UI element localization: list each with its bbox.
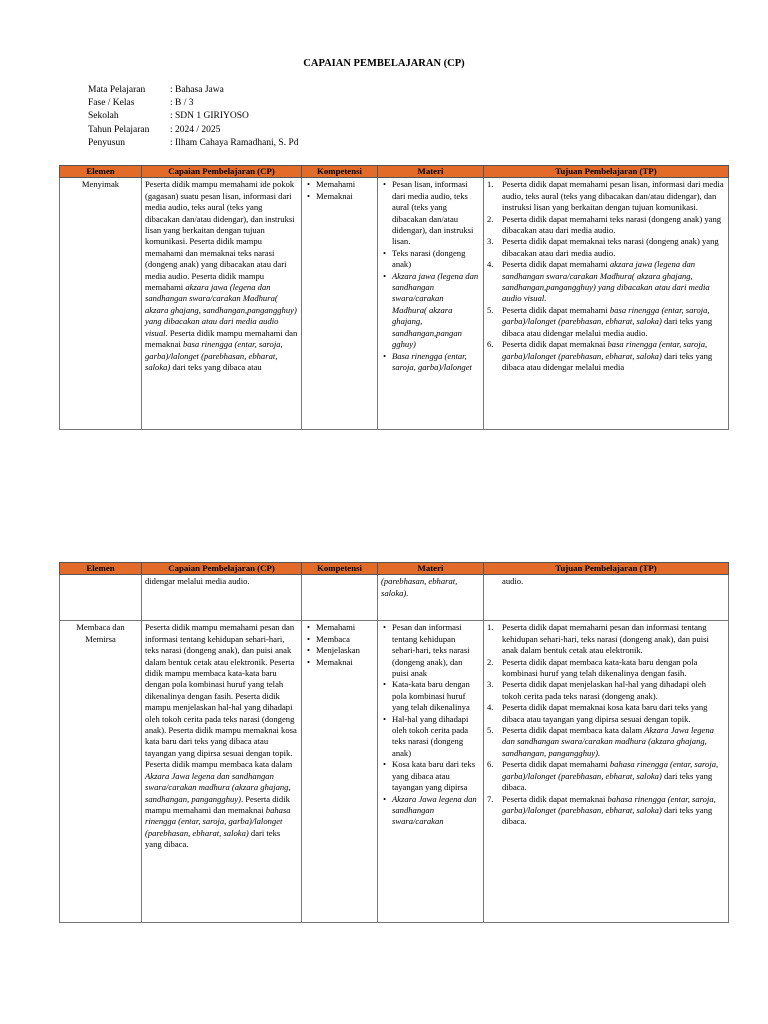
info-row bbox=[88, 110, 299, 123]
list-item: • Memahami bbox=[316, 179, 374, 190]
list-item: 5. Peserta didik dapat memahami basa rinengga (entar, saroja, garba)/lalonget (parebhasan, ebharat, saloka) dari teks yang dibaca atau didengar melalui media audio. bbox=[487, 304, 713, 338]
info-row bbox=[88, 97, 299, 110]
header-tp: Tujuan Pembelajaran (TP) bbox=[484, 563, 729, 575]
list-item: • Pesan lisan, informasi dari media audio, teks aural (teks yang dibacakan dan/atau didengar), dan instruksi lisan. bbox=[392, 179, 480, 247]
info-value: : 2024 / 2025 bbox=[170, 124, 221, 135]
document-title: CAPAIAN PEMBELAJARAN (CP) bbox=[303, 58, 465, 69]
info-value: : Bahasa Jawa bbox=[170, 85, 224, 95]
materi-cell: (parebhasan, ebharat, saloka). bbox=[378, 575, 484, 621]
info-value: : Ilham Cahaya Ramadhani, S. Pd bbox=[170, 137, 299, 148]
list-item: 4. Peserta didik dapat memahami akzara jawa (legena dan sandhangan swara/carakan Madhura( akzara ghajang, sandhangan,pangangghuy) yang dibacakan atau dari media audio visual. bbox=[487, 259, 710, 304]
list-item: 5. Peserta didik dapat membaca kata dalam Akzara Jawa legena dan sandhangan swara/carakan madhura (akzara ghajang, sandhangan, pangangghuy). bbox=[487, 725, 714, 758]
tp-cell bbox=[484, 178, 729, 430]
list-item: • Kosa kata baru dari teks yang dibaca atau tayangan yang dipirsa bbox=[392, 759, 480, 793]
kompetensi-cell bbox=[302, 621, 378, 923]
header-tp: Tujuan Pembelajaran (TP) bbox=[484, 166, 729, 178]
table-row bbox=[60, 178, 729, 430]
list-item: • Memaknai bbox=[316, 191, 374, 202]
elemen-cell bbox=[60, 575, 142, 621]
list-item: 3. Peserta didik dapat memaknai teks narasi (dongeng anak) yang dibacakan atau dari media audio. bbox=[487, 236, 719, 258]
table-row bbox=[60, 575, 729, 621]
header-cp: Capaian Pembelajaran (CP) bbox=[142, 563, 302, 575]
list-item: 1. Peserta didik dapat memahami pesan lisan, informasi dari media audio, teks aural (teks yang dibacakan dan/atau didengar), dan instruksi lisan yang berkaitan dengan tujuan komunikasi. bbox=[487, 179, 724, 213]
list-item: • Kata-kata baru dengan pola kombinasi huruf yang telah dikenalinya bbox=[392, 679, 480, 713]
list-item: • Akzara jawa (legena dan sandhangan swara/carakan Madhura( akzara ghajang, sandhangan,pangan gghuy) bbox=[392, 271, 480, 351]
list-item: 4. Peserta didik dapat memaknai kosa kata baru dari teks yang dibaca atau tayangan yang dipirsa sesuai dengan topik. bbox=[487, 702, 708, 724]
list-item: • Memahami bbox=[316, 622, 374, 633]
header-materi: Materi bbox=[378, 563, 484, 575]
table-row bbox=[60, 621, 729, 923]
cp-cell: Peserta didik mampu memahami ide pokok (gagasan) suatu pesan lisan, informasi dari media audio, teks aural (teks yang dibacakan dan/atau didengar), dan instruksi lisan yang berkaitan dengan tujuan komunikasi. Peserta didik mampu memahami dan memaknai teks narasi (dongeng anak) yang dibacakan atau dari media audio. Peserta didik mampu memahami akzara jawa (legena dan sandhangan swara/carakan Madhura( akzara ghajang, sandhangan,pangangghuy) yang dibacakan atau dari media audio visual. Peserta didik mampu memahami dan memaknai basa rinengga (entar, saroja, garba)/lalonget (parebhasan, ebharat, saloka) dari teks yang dibaca atau bbox=[142, 178, 302, 430]
kompetensi-cell bbox=[302, 178, 378, 430]
materi-cell bbox=[378, 621, 484, 923]
list-item: 3. Peserta didik dapat menjelaskan hal-hal yang dihadapi oleh tokoh cerita pada teks narasi (dongeng anak). bbox=[487, 679, 707, 701]
header-materi: Materi bbox=[378, 166, 484, 178]
info-value: : B / 3 bbox=[170, 98, 194, 109]
list-item: 7. Peserta didik dapat memaknai bahasa rinengga (entar, saroja, garba)/lalonget (parebhasan, ebharat, saloka) dari teks yang dibaca. bbox=[487, 793, 716, 827]
list-item: 6. Peserta didik dapat memaknai basa rinengga (entar, saroja, garba)/lalonget (parebhasan, ebharat, saloka) dari teks yang dibaca atau didengar melalui media bbox=[487, 339, 713, 372]
info-label: Sekolah bbox=[88, 111, 119, 122]
list-item: 2. Peserta didik dapat membaca kata-kata baru dengan pola kombinasi huruf yang telah dikenalinya dengan fasih. bbox=[487, 656, 698, 679]
list-item: • Akzara Jawa legena dan sandhangan swara/carakan bbox=[392, 794, 480, 828]
list-item: • Memaknai bbox=[316, 657, 374, 668]
info-row bbox=[88, 124, 299, 137]
info-row bbox=[88, 137, 299, 150]
info-label: Penyusun bbox=[88, 137, 125, 148]
list-item: • Basa rinengga (entar, saroja, garba)/lalonget bbox=[392, 351, 480, 374]
list-item: • Membaca bbox=[316, 634, 374, 645]
header-kompetensi: Kompetensi bbox=[302, 563, 378, 575]
cp-table-2 bbox=[59, 562, 729, 923]
info-row bbox=[88, 84, 299, 97]
elemen-cell: Membaca dan Memirsa bbox=[60, 621, 142, 923]
table-header-row bbox=[60, 166, 729, 178]
list-item: 6. Peserta didik dapat memahami bahasa rinengga (entar, saroja, garba)/lalonget (parebhasan, ebharat, saloka) dari teks yang dibaca. bbox=[487, 759, 719, 793]
cp-table-1 bbox=[59, 165, 729, 430]
header-elemen: Elemen bbox=[60, 563, 142, 575]
info-label: Mata Pelajaran bbox=[88, 85, 146, 95]
tp-cell bbox=[484, 621, 729, 923]
list-item: • Menjelaskan bbox=[316, 645, 374, 656]
header-cp: Capaian Pembelajaran (CP) bbox=[142, 166, 302, 178]
list-item: • Pesan dan informasi tentang kehidupan sehari-hari, teks narasi (dongeng anak), dan puisi anak bbox=[392, 622, 480, 679]
info-block bbox=[88, 84, 299, 150]
elemen-cell: Menyimak bbox=[60, 178, 142, 430]
cp-cell: Peserta didik mampu memahami pesan dan informasi tentang kehidupan sehari-hari, teks narasi (dongeng anak), dan puisi anak dalam bentuk cetak atau elektronik. Peserta didik mampu membaca kata-kata baru dengan pola kombinasi huruf yang telah dikenalinya dengan fasih. Peserta didik mampu menjelaskan hal-hal yang dihadapi oleh tokoh cerita pada teks narasi (dongeng anak). Peserta didik mampu memaknai kosa kata baru dari teks yang dibaca atau tayangan yang dipirsa sesuai dengan topik. Peserta didik mampu membaca kata dalam Akzara Jawa legena dan sandhangan swara/carakan madhura (akzara ghajang, sandhangan, pangangghuy). Peserta didik mampu memahami dan memaknai bahasa rinengga (entar, saroja, garba)/lalonget (parebhasan, ebharat, saloka) dari teks yang dibaca. bbox=[142, 621, 302, 923]
cp-cell: didengar melalui media audio. bbox=[142, 575, 302, 621]
table-header-row bbox=[60, 563, 729, 575]
info-label: Fase / Kelas bbox=[88, 98, 135, 109]
header-kompetensi: Kompetensi bbox=[302, 166, 378, 178]
list-item: • Teks narasi (dongeng anak) bbox=[392, 248, 480, 271]
list-item: • Hal-hal yang dihadapi oleh tokoh cerita pada teks narasi (dongeng anak) bbox=[392, 714, 480, 760]
info-value: : SDN 1 GIRIYOSO bbox=[170, 111, 249, 122]
list-item: 1. Peserta didik dapat memahami pesan dan informasi tentang kehidupan sehari-hari, teks narasi (dongeng anak), dan puisi anak dalam bentuk cetak atau elektronik. bbox=[487, 622, 709, 656]
list-item: 2. Peserta didik dapat memahami teks narasi (dongeng anak) yang dibacakan atau dari media audio. bbox=[487, 213, 722, 236]
info-label: Tahun Pelajaran bbox=[88, 124, 150, 135]
header-elemen: Elemen bbox=[60, 166, 142, 178]
tp-cell: audio. bbox=[484, 575, 729, 621]
materi-cell bbox=[378, 178, 484, 430]
kompetensi-cell bbox=[302, 575, 378, 621]
